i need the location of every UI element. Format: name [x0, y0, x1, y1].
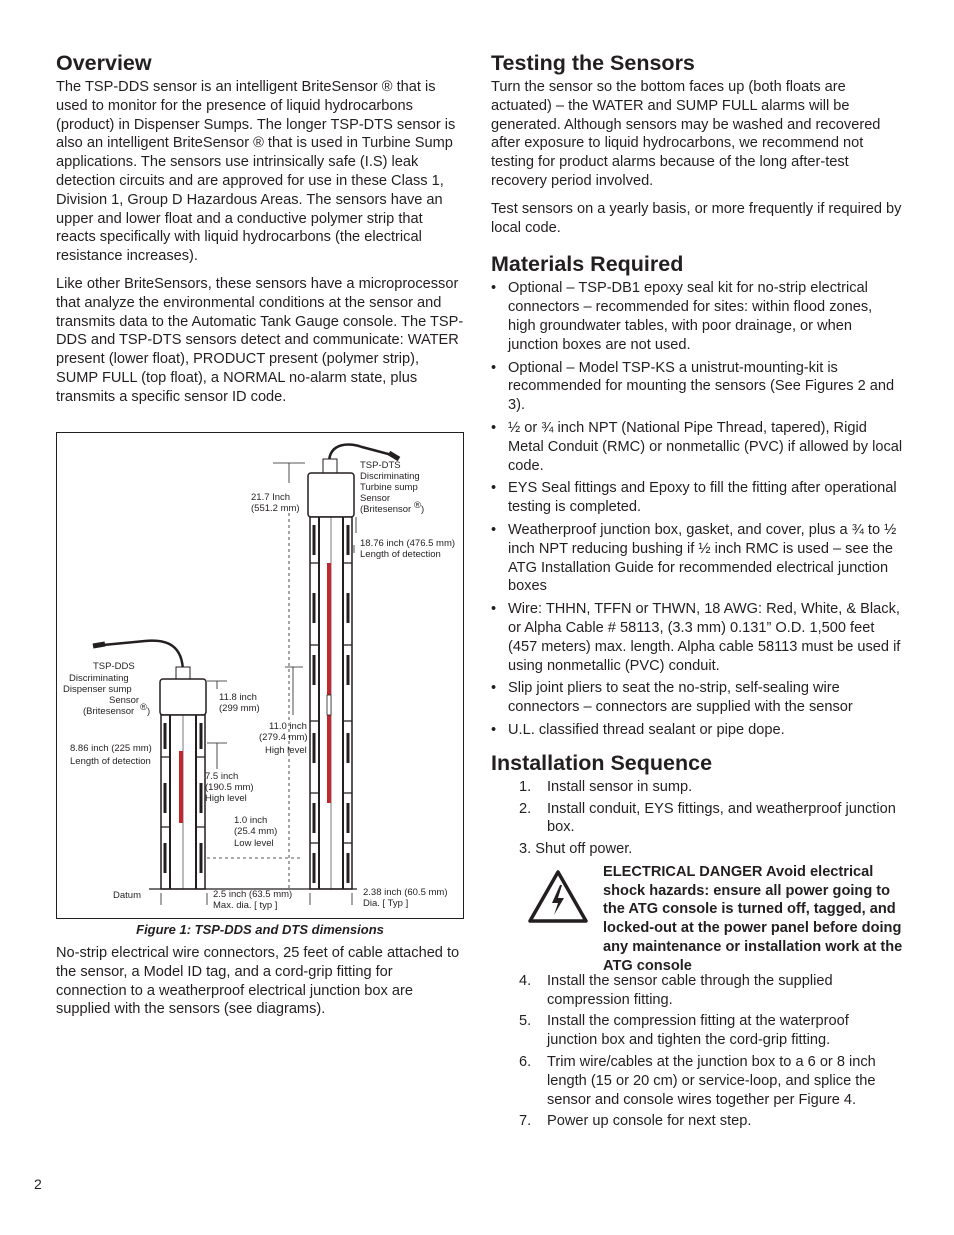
electrical-hazard-icon [527, 869, 589, 925]
dds-desc-1: Discriminating [69, 673, 129, 684]
dts-high-2: (279.4 mm) [259, 732, 308, 743]
list-item: 4. Install the sensor cable through the supplied compression fitting. [519, 972, 833, 1008]
list-item: • Optional – TSP-DB1 epoxy seal kit for no-strip electrical connectors – recommended for sites: within flood zones, high groundwater tables, with poor drainage, or when junction boxes are not used. [491, 280, 873, 353]
dts-dia-2: Dia. [ Typ ] [363, 898, 409, 909]
figure-dimensions [56, 432, 464, 919]
installation-heading: Installation Sequence [491, 750, 713, 775]
list-item: 7. Power up console for next step. [519, 1113, 752, 1130]
dts-dia-1: 2.38 inch (60.5 mm) [363, 887, 448, 898]
dds-height-2: (299 mm) [219, 703, 260, 714]
dts-high-1: 11.0 inch [269, 721, 307, 732]
dds-desc-3: Sensor [109, 695, 140, 706]
dts-height-2: (551.2 mm) [251, 503, 300, 514]
datum-label: Datum [113, 890, 141, 901]
dds-high-3: High level [205, 793, 247, 804]
dts-detect-1: 18.76 inch (476.5 mm) [360, 538, 456, 549]
dts-desc-3: Sensor [360, 493, 391, 504]
supplied-items-paragraph-wrap [56, 944, 464, 1028]
electrical-danger-warning [491, 863, 903, 974]
dts-head [308, 473, 354, 517]
dts-desc-2: Turbine sump [360, 482, 418, 493]
list-item: • Wire: THHN, TFFN or THWN, 18 AWG: Red, White, & Black, or Alpha Cable # 58113, (3.3 mm) 0.131” O.D. 1,500 feet (457 meters) max. length. Alpha cable 58113 must be used if using nonmetallic (PVC) conduit. [491, 601, 901, 674]
supplied-items-paragraph: No-strip electrical wire connectors, 25 feet of cable attached to the sensor, a Model ID tag, and a cord-grip fitting for connection to a weatherproof electrical junction box are supplied with the sensors (see diagrams). [56, 945, 460, 1018]
list-item: 2. Install conduit, EYS fittings, and weatherproof junction box. [519, 800, 896, 836]
list-item: • Weatherproof junction box, gasket, and cover, plus a ¾ to ½ inch NPT reducing bushing if ½ inch RMC is used – see the ATG Installation Guide for recommended electrical junction boxes [491, 521, 897, 595]
testing-heading: Testing the Sensors [491, 51, 695, 75]
dds-high-1: 7.5 inch [205, 771, 239, 782]
dts-desc-4: (Britesensor [360, 504, 412, 515]
dts-detect-2: Length of detection [360, 549, 441, 560]
dds-low-2: (25.4 mm) [234, 826, 278, 837]
list-item: • Optional – Model TSP-KS a unistrut-mounting-kit is recommended for mounting the sensors (See Figures 2 and 3). [491, 359, 895, 414]
dts-high-3: High level [265, 745, 307, 756]
installation-steps-a [491, 778, 903, 837]
figure-caption: Figure 1: TSP-DDS and DTS dimensions [136, 922, 384, 937]
dts-name: TSP-DTS [360, 460, 401, 471]
materials-heading: Materials Required [491, 252, 684, 277]
dds-desc-2: Dispenser sump [63, 684, 132, 695]
dds-dia-1: 2.5 inch (63.5 mm) [213, 889, 293, 900]
list-item: • ½ or ¾ inch NPT (National Pipe Thread, tapered), Rigid Metal Conduit (RMC) or nonmetallic (PVC) if allowed by local code. [491, 419, 903, 474]
list-item: 5. Install the compression fitting at the waterproof junction box and tighten the cord-grip fitting. [519, 1013, 849, 1049]
overview-heading: Overview [56, 51, 152, 75]
dts-reg-mark: ® [414, 500, 421, 511]
dds-dia-2: Max. dia. [ typ ] [213, 900, 278, 911]
dds-polymer-strip [179, 751, 183, 823]
dds-detect-2: Length of detection [70, 756, 151, 767]
overview-paragraph-2: Like other BriteSensors, these sensors have a microprocessor that analyze the environmental conditions at the sensor and transmits data to the Automatic Tank Gauge console. The TSP-DDS and TSP-DTS sensors detect and communicate: WATER present (lower float), PRODUCT present (polymer strip), SUMP FULL (top float), a NORMAL no-alarm state, plus transmits a specific sensor ID code. [56, 275, 464, 405]
dds-low-1: 1.0 inch [234, 815, 268, 826]
list-item: 1. Install sensor in sump. [519, 778, 693, 795]
left-column [56, 50, 464, 416]
dds-high-2: (190.5 mm) [205, 782, 254, 793]
dds-name: TSP-DDS [93, 661, 135, 672]
list-item: • Slip joint pliers to seat the no-strip, self-sealing wire connectors – connectors are supplied with the sensor [491, 680, 853, 716]
step-3: 3. Shut off power. [519, 841, 633, 858]
svg-text:): ) [147, 706, 151, 717]
danger-text: ELECTRICAL DANGER Avoid electrical shock hazards: ensure all power going to the ATG console is turned off, tagged, and locked-out at the power panel before doing any maintenance or installation work at the ATG console [603, 863, 903, 974]
svg-text:): ) [421, 504, 425, 515]
dts-height-1: 21.7 Inch [251, 492, 291, 503]
dds-height-1: 11.8 inch [219, 692, 257, 703]
dds-detect-1: 8.86 inch (225 mm) [70, 743, 152, 754]
sensor-diagram [57, 433, 463, 918]
installation-steps-b [491, 972, 903, 1131]
dds-desc-4: (Britesensor [83, 706, 135, 717]
dds-head [160, 679, 206, 715]
right-column [491, 50, 903, 1134]
overview-paragraph-1: The TSP-DDS sensor is an intelligent BriteSensor ® that is used to monitor for the presence of liquid hydrocarbons (product) in Dispenser Sumps. The longer TSP-DTS sensor is also an intelligent BriteSensor ® that is used in Turbine Sump applications. The sensors use intrinsically safe (I.S) leak detection circuits and are approved for use in these Class 1, Division 1, Group D Hazardous Areas. The sensors have an upper and lower float and a conductive polymer strip that reacts specifically with liquid hydrocarbons (the electrical resistance increases). [56, 79, 456, 265]
dds-low-3: Low level [234, 838, 274, 849]
list-item: • U.L. classified thread sealant or pipe dope. [491, 721, 785, 738]
dds-reg-mark: ® [140, 702, 147, 713]
testing-paragraph-1: Turn the sensor so the bottom faces up (both floats are actuated) – the WATER and SUMP FULL alarms will be generated. Although sensors may be washed and recovered after exposure to liquid hydrocarbons, we recommend not testing for product alarms because of the long after-test recovery period involved. [491, 79, 881, 189]
dts-desc-1: Discriminating [360, 471, 420, 482]
testing-paragraph-2: Test sensors on a yearly basis, or more frequently if required by local code. [491, 200, 902, 236]
materials-list [491, 279, 903, 739]
list-item: • EYS Seal fittings and Epoxy to fill the fitting after operational testing is completed. [491, 480, 897, 516]
dts-polymer-strip [327, 563, 331, 803]
list-item: 6. Trim wire/cables at the junction box to a 6 or 8 inch length (15 or 20 cm) or service-loop, and splice the sensor and console wires together per Figure 4. [519, 1054, 876, 1108]
page-number: 2 [34, 1176, 42, 1192]
